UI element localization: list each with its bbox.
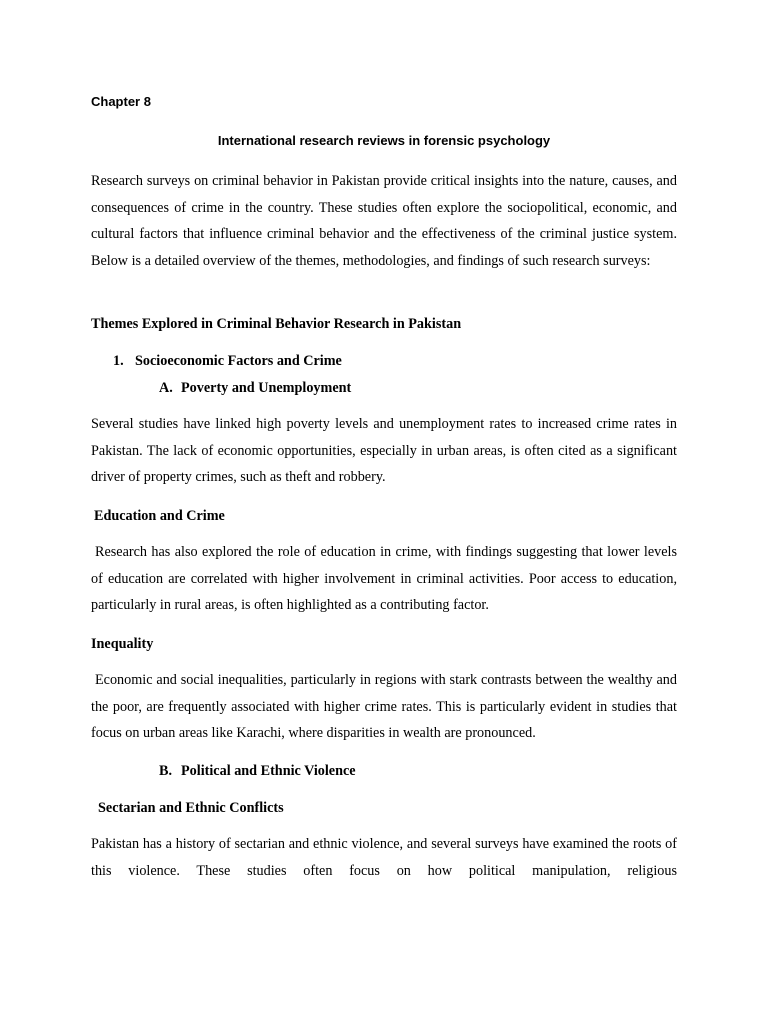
sub-item-b [159, 763, 356, 780]
sub-item-a-label: Poverty and Unemployment [181, 380, 352, 396]
list-item-1-label: Socioeconomic Factors and Crime [135, 353, 342, 369]
chapter-title: International research reviews in forensic psychology [217, 133, 551, 148]
sub-item-a-letter: A. [159, 380, 173, 396]
themes-heading: Themes Explored in Criminal Behavior Research in Pakistan [91, 316, 462, 332]
sub-item-a [159, 380, 351, 397]
sectarian-paragraph: Pakistan has a history of sectarian and ethnic violence, and several surveys have examined the roots of this violence. These studies often focus on how political manipulation, religious [91, 836, 677, 879]
list-item-1 [113, 353, 342, 370]
education-heading: Education and Crime [94, 508, 225, 524]
list-item-1-number: 1. [113, 353, 124, 369]
inequality-paragraph: Economic and social inequalities, particularly in regions with stark contrasts between the wealthy and the poor, are frequently associated with higher crime rates. This is particularly evident in studies that focus on urban areas like Karachi, where disparities in wealth are pronounced. [91, 672, 677, 742]
intro-paragraph: Research surveys on criminal behavior in Pakistan provide critical insights into the nature, causes, and consequences of crime in the country. These studies often explore the sociopolitical, economic, and cultural factors that influence criminal behavior and the effectiveness of the criminal justice system. Below is a detailed overview of the themes, methodologies, and findings of such research surveys: [91, 173, 677, 270]
inequality-heading: Inequality [91, 636, 154, 652]
chapter-label: Chapter 8 [91, 94, 151, 109]
sub-item-b-label: Political and Ethnic Violence [181, 763, 356, 779]
sectarian-heading: Sectarian and Ethnic Conflicts [98, 800, 284, 816]
education-paragraph: Research has also explored the role of education in crime, with findings suggesting that lower levels of education are correlated with higher involvement in criminal activities. Poor access to education, particularly in rural areas, is often highlighted as a contributing factor. [91, 544, 677, 614]
sub-item-b-letter: B. [159, 763, 173, 779]
poverty-paragraph: Several studies have linked high poverty levels and unemployment rates to increased crime rates in Pakistan. The lack of economic opportunities, especially in urban areas, is often cited as a significant driver of property crimes, such as theft and robbery. [91, 416, 677, 486]
